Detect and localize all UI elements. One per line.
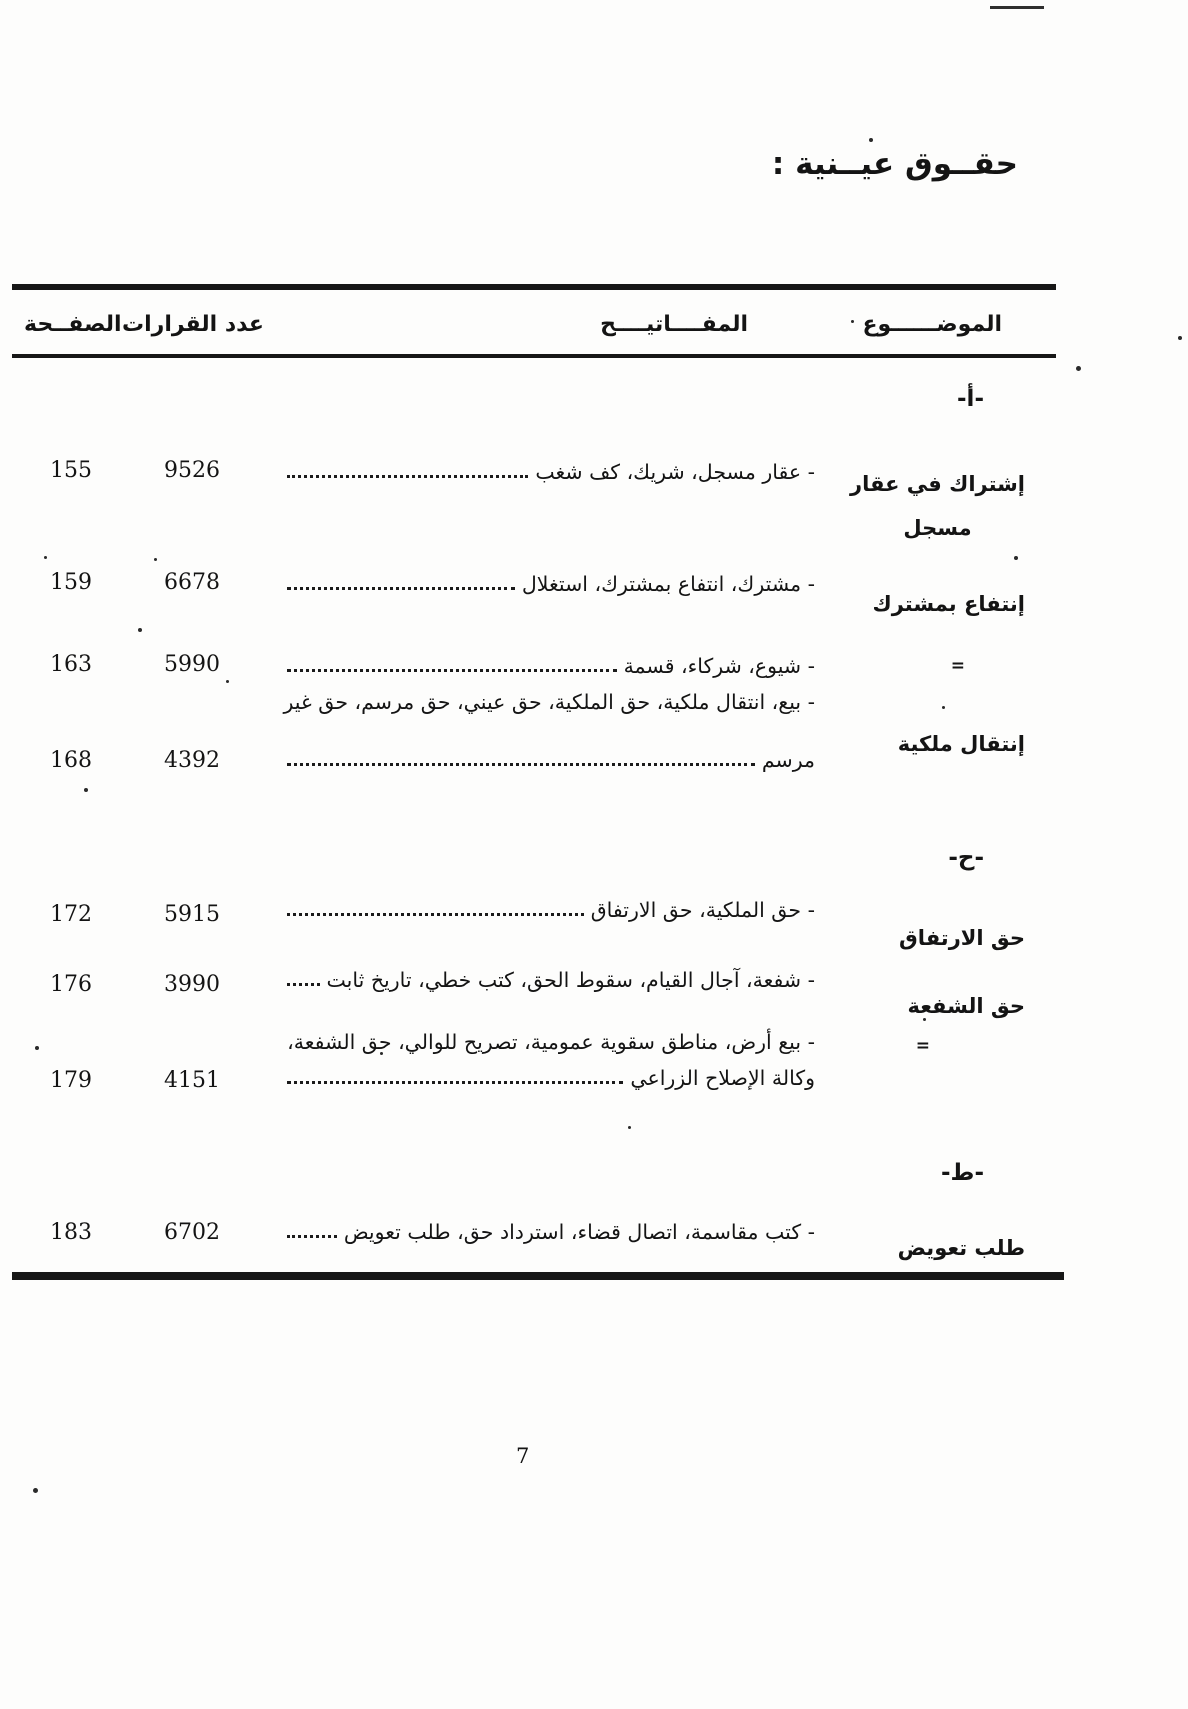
keys-text: - بيع أرض، مناطق سقوية عمومية، تصريح للوالي، حق الشفعة، (287, 1030, 815, 1054)
page-ref: 176 (50, 972, 92, 997)
dot-leader (287, 913, 584, 916)
subject-line: حق الارتفاق (899, 926, 1025, 950)
scan-speck (154, 558, 157, 561)
keys-text: - مشترك، انتفاع بمشترك، استغلال (521, 572, 815, 596)
ditto-mark: = (915, 1036, 930, 1056)
scan-speck (869, 138, 873, 142)
scan-speck (1014, 556, 1018, 560)
decisions-count: 6678 (164, 570, 220, 595)
page-ref: 159 (50, 570, 92, 595)
page-ref: 163 (50, 652, 92, 677)
row-subject (907, 984, 1025, 1028)
ditto-mark: = (950, 656, 965, 676)
table-top-rule (12, 284, 1056, 290)
scan-speck (33, 1488, 38, 1493)
scan-speck (84, 788, 88, 792)
page-ref: 183 (50, 1220, 92, 1245)
row-subject (899, 916, 1025, 960)
subject-line: حق الشفعة (907, 994, 1025, 1018)
scan-speck (138, 628, 142, 632)
row-keys (283, 690, 815, 714)
row-subject (872, 582, 1025, 626)
row-keys-continued (283, 748, 815, 772)
keys-text: - كتب مقاسمة، اتصال قضاء، استرداد حق، طلب تعويض (343, 1220, 815, 1244)
dot-leader (287, 983, 320, 986)
row-keys (283, 898, 815, 922)
row-keys-continued (283, 1066, 815, 1090)
keys-text: - بيع، انتقال ملكية، حق الملكية، حق عيني، حق مرسم، حق غير (283, 690, 815, 714)
subject-line: إنتقال ملكية (897, 732, 1025, 756)
row-subject (898, 722, 1025, 766)
section-marker-h: -ح- (948, 845, 984, 871)
row-keys (283, 654, 815, 678)
dot-leader (287, 475, 528, 478)
section-marker-t: -ط- (941, 1160, 984, 1186)
scan-speck (35, 1046, 39, 1050)
scan-speck (1178, 336, 1182, 340)
decisions-count: 3990 (164, 972, 220, 997)
row-subject (850, 462, 1025, 550)
dot-leader (287, 669, 617, 672)
keys-text: - شيوع، شركاء، قسمة (623, 654, 815, 678)
subject-line: مسجل (903, 516, 972, 540)
keys-text: وكالة الإصلاح الزراعي (630, 1066, 815, 1090)
subject-line: إشتراك في عقار (850, 472, 1025, 496)
decisions-count: 4151 (164, 1068, 220, 1093)
keys-text: - شفعة، آجال القيام، سقوط الحق، كتب خطي، تاريخ ثابت (326, 968, 815, 992)
decisions-count: 5990 (164, 652, 220, 677)
scan-speck (851, 320, 854, 323)
dot-leader (287, 763, 755, 766)
scan-mark-dash (990, 6, 1044, 9)
dot-leader (287, 1235, 337, 1238)
row-keys (283, 1030, 815, 1054)
row-keys (283, 572, 815, 596)
row-keys (283, 1220, 815, 1244)
scan-speck (942, 706, 945, 709)
dot-leader (287, 1081, 623, 1084)
row-keys (283, 460, 815, 484)
dot-leader (287, 587, 515, 590)
scan-speck (44, 556, 47, 559)
column-header-subject: الموضــــــوع (862, 312, 1002, 337)
scan-speck (1076, 366, 1081, 371)
decisions-count: 4392 (164, 748, 220, 773)
subject-line: طلب تعويض (897, 1236, 1025, 1260)
column-header-keys: المفــــاتيــــح (600, 312, 748, 337)
keys-text: - عقار مسجل، شريك، كف شغب (535, 460, 815, 484)
decisions-count: 9526 (164, 458, 220, 483)
column-header-decisions: عدد القرارات (122, 312, 264, 337)
keys-text: مرسم (761, 748, 815, 772)
decisions-count: 6702 (164, 1220, 220, 1245)
page-ref: 179 (50, 1068, 92, 1093)
scan-speck (226, 680, 229, 683)
decisions-count: 5915 (164, 902, 220, 927)
scan-speck (628, 1126, 631, 1129)
row-keys (283, 968, 815, 992)
row-subject (898, 1226, 1025, 1270)
keys-text: - حق الملكية، حق الارتفاق (590, 898, 815, 922)
page-ref: 155 (50, 458, 92, 483)
subject-line: إنتفاع بمشترك (872, 592, 1025, 616)
page-ref: 168 (50, 748, 92, 773)
section-marker-a: -أ- (957, 386, 984, 412)
page-number: 7 (516, 1444, 530, 1468)
page-title: حقــوق عيــنية : (771, 146, 1018, 182)
table-header-rule (12, 354, 1056, 358)
column-header-page: الصفــحة (24, 312, 122, 337)
page-ref: 172 (50, 902, 92, 927)
table-bottom-rule (12, 1272, 1064, 1280)
